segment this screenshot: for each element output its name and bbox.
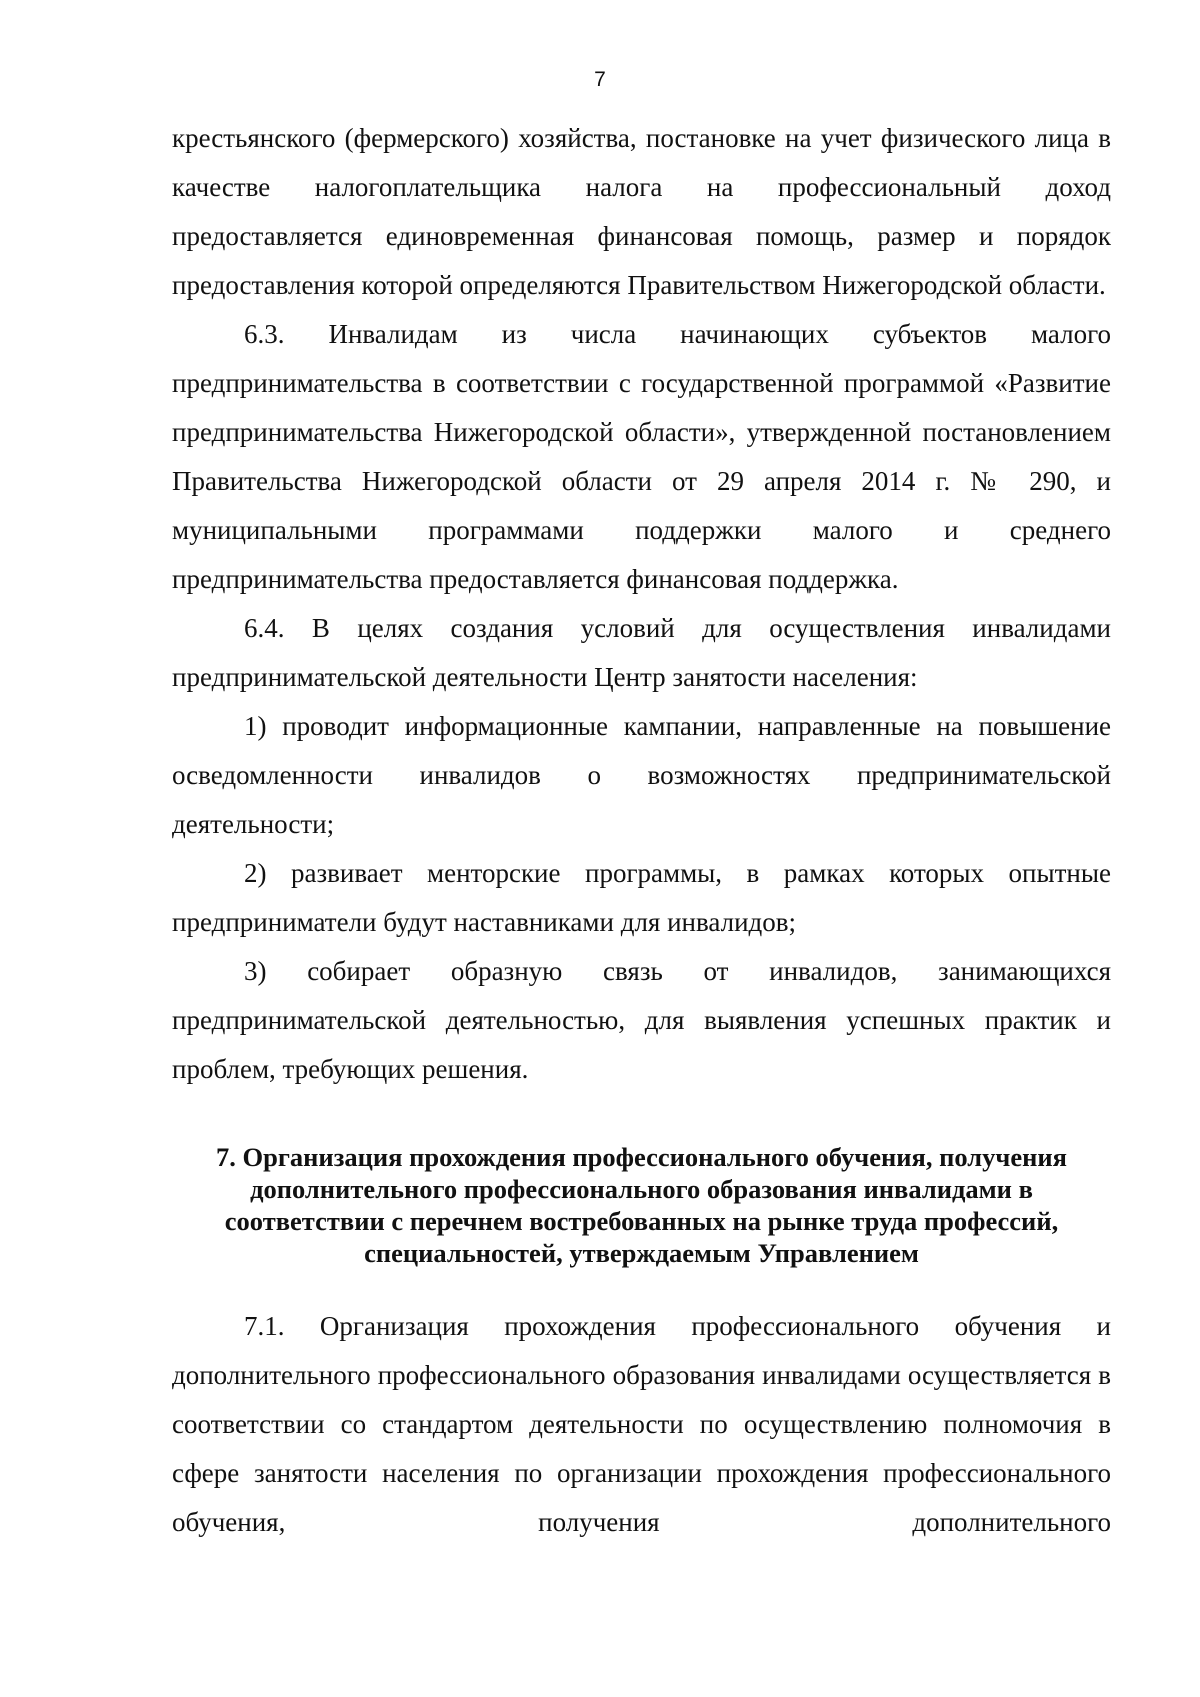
paragraph-6-4: 6.4. В целях создания условий для осуществления инвалидами предпринимательской деятельности Центр занятости населения: (172, 613, 1111, 692)
paragraph-continuation: крестьянского (фермерского) хозяйства, постановке на учет физического лица в качестве налогоплательщика налога на профессиональный доход предоставляется единовременная финансовая помощь, размер и порядок предоставления которой определяются Правительством Нижегородской области. (172, 123, 1111, 300)
section-heading-line: соответствии с перечнем востребованных на рынке труда профессий, (224, 1206, 1059, 1236)
list-item-2: 2) развивает менторские программы, в рамках которых опытные предприниматели будут наставниками для инвалидов; (172, 858, 1111, 937)
section-heading-line: дополнительного профессионального образования инвалидами в (250, 1174, 1033, 1204)
paragraph-6-3: 6.3. Инвалидам из числа начинающих субъектов малого предпринимательства в соответствии с государственной программой «Развитие предпринимательства Нижегородской области», утвержденной постановлением Правительства Нижегородской области от 29 апреля 2014 г. № 290, и муниципальными программами поддержки малого и среднего предпринимательства предоставляется финансовая поддержка. (172, 319, 1111, 594)
section-heading-line: 7. Организация прохождения профессионального обучения, получения (216, 1142, 1067, 1172)
section-heading-7 (172, 1141, 1111, 1269)
page-number: 7 (594, 68, 606, 91)
list-item-3: 3) собирает образную связь от инвалидов, занимающихся предпринимательской деятельностью, для выявления успешных практик и проблем, требующих решения. (172, 956, 1111, 1084)
section-heading-line: специальностей, утверждаемым Управлением (364, 1238, 919, 1268)
paragraph-7-1: 7.1. Организация прохождения профессионального обучения и дополнительного профессионального образования инвалидами осуществляется в соответствии со стандартом деятельности по осуществлению полномочия в сфере занятости населения по организации прохождения профессионального обучения, получения дополнительного (172, 1311, 1111, 1537)
list-item-1: 1) проводит информационные кампании, направленные на повышение осведомленности инвалидов о возможностях предпринимательской деятельности; (172, 711, 1111, 839)
document-body (172, 114, 1111, 1547)
